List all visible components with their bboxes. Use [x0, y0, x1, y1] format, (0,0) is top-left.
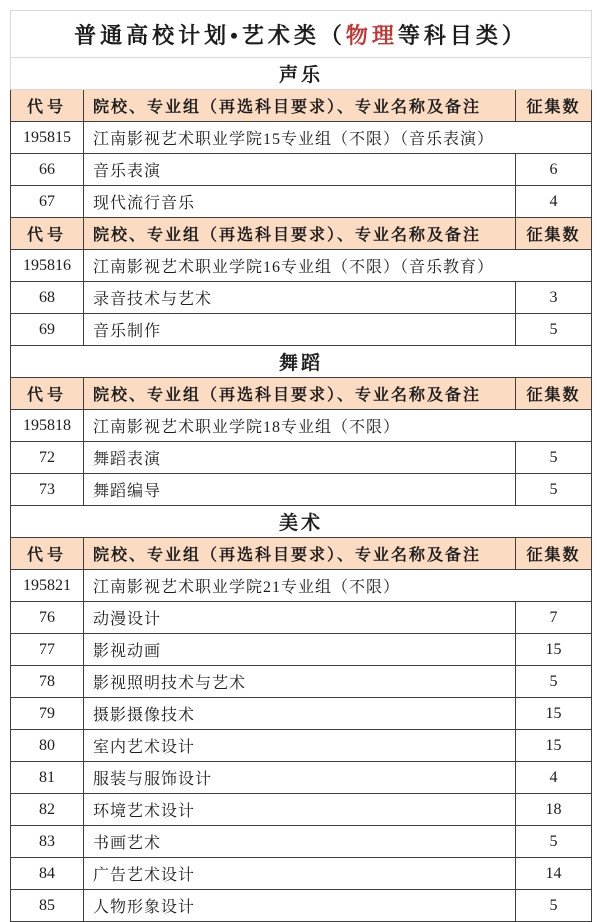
- column-header-code: 代号: [11, 538, 84, 570]
- group-code: 195816: [11, 250, 84, 282]
- major-code: 72: [11, 442, 84, 474]
- group-school-name: 江南影视艺术职业学院21专业组（不限）: [84, 570, 592, 602]
- column-header-count: 征集数: [516, 218, 592, 250]
- major-row: [11, 602, 592, 634]
- major-name: 舞蹈表演: [84, 442, 516, 474]
- group-code: 195821: [11, 570, 84, 602]
- major-code: 76: [11, 602, 84, 634]
- major-code: 73: [11, 474, 84, 506]
- column-header-code: 代号: [11, 90, 84, 122]
- column-header-school-major: 院校、专业组（再选科目要求）、专业名称及备注: [84, 378, 516, 410]
- column-header-code: 代号: [11, 218, 84, 250]
- column-header-code: 代号: [11, 378, 84, 410]
- column-header-count: 征集数: [516, 378, 592, 410]
- major-name: 广告艺术设计: [84, 858, 516, 890]
- major-code: 83: [11, 826, 84, 858]
- major-row: [11, 474, 592, 506]
- major-code: 82: [11, 794, 84, 826]
- major-row: [11, 826, 592, 858]
- major-code: 77: [11, 634, 84, 666]
- major-name: 现代流行音乐: [84, 186, 516, 218]
- major-row: [11, 698, 592, 730]
- group-school-name: 江南影视艺术职业学院15专业组（不限）（音乐表演）: [84, 122, 592, 154]
- major-name: 环境艺术设计: [84, 794, 516, 826]
- major-row: [11, 154, 592, 186]
- group-code: 195815: [11, 122, 84, 154]
- title-prefix: 普通高校计划•艺术类（: [74, 22, 346, 48]
- major-code: 69: [11, 314, 84, 346]
- major-count: 4: [516, 186, 592, 218]
- major-count: 5: [516, 890, 592, 922]
- column-header-school-major: 院校、专业组（再选科目要求）、专业名称及备注: [84, 218, 516, 250]
- title-subject-highlight: 物理: [345, 22, 398, 48]
- major-code: 68: [11, 282, 84, 314]
- major-count: 18: [516, 794, 592, 826]
- major-count: 5: [516, 474, 592, 506]
- admission-plan-table: [10, 10, 592, 922]
- section-row: [11, 58, 592, 90]
- major-name: 书画艺术: [84, 826, 516, 858]
- major-row: [11, 858, 592, 890]
- major-row: [11, 634, 592, 666]
- major-count: 4: [516, 762, 592, 794]
- major-code: 80: [11, 730, 84, 762]
- column-header-school-major: 院校、专业组（再选科目要求）、专业名称及备注: [84, 90, 516, 122]
- major-row: [11, 442, 592, 474]
- major-count: 15: [516, 698, 592, 730]
- major-name: 录音技术与艺术: [84, 282, 516, 314]
- major-code: 67: [11, 186, 84, 218]
- major-name: 舞蹈编导: [84, 474, 516, 506]
- section-title: 声乐: [11, 58, 592, 90]
- major-code: 84: [11, 858, 84, 890]
- section-row: [11, 346, 592, 378]
- major-name: 影视照明技术与艺术: [84, 666, 516, 698]
- major-row: [11, 730, 592, 762]
- major-row: [11, 314, 592, 346]
- column-header-count: 征集数: [516, 538, 592, 570]
- group-school-name: 江南影视艺术职业学院18专业组（不限）: [84, 410, 592, 442]
- school-group-row: [11, 410, 592, 442]
- major-name: 音乐制作: [84, 314, 516, 346]
- major-code: 66: [11, 154, 84, 186]
- column-header-row: [11, 90, 592, 122]
- major-row: [11, 186, 592, 218]
- column-header-row: [11, 218, 592, 250]
- major-name: 音乐表演: [84, 154, 516, 186]
- title-suffix: 等科目类）: [397, 22, 528, 48]
- major-name: 人物形象设计: [84, 890, 516, 922]
- group-code: 195818: [11, 410, 84, 442]
- major-code: 79: [11, 698, 84, 730]
- column-header-row: [11, 538, 592, 570]
- section-row: [11, 506, 592, 538]
- major-count: 5: [516, 314, 592, 346]
- major-count: 3: [516, 282, 592, 314]
- major-row: [11, 762, 592, 794]
- group-school-name: 江南影视艺术职业学院16专业组（不限）（音乐教育）: [84, 250, 592, 282]
- major-count: 6: [516, 154, 592, 186]
- section-title: 舞蹈: [11, 346, 592, 378]
- major-count: 15: [516, 634, 592, 666]
- major-name: 服装与服饰设计: [84, 762, 516, 794]
- major-name: 室内艺术设计: [84, 730, 516, 762]
- major-code: 85: [11, 890, 84, 922]
- major-code: 78: [11, 666, 84, 698]
- school-group-row: [11, 122, 592, 154]
- major-row: [11, 666, 592, 698]
- major-name: 影视动画: [84, 634, 516, 666]
- column-header-row: [11, 378, 592, 410]
- major-name: 动漫设计: [84, 602, 516, 634]
- column-header-school-major: 院校、专业组（再选科目要求）、专业名称及备注: [84, 538, 516, 570]
- major-count: 5: [516, 666, 592, 698]
- major-row: [11, 890, 592, 922]
- major-count: 15: [516, 730, 592, 762]
- major-count: 7: [516, 602, 592, 634]
- major-row: [11, 282, 592, 314]
- page-title: [11, 11, 592, 58]
- major-count: 14: [516, 858, 592, 890]
- major-code: 81: [11, 762, 84, 794]
- major-count: 5: [516, 826, 592, 858]
- school-group-row: [11, 570, 592, 602]
- major-name: 摄影摄像技术: [84, 698, 516, 730]
- column-header-count: 征集数: [516, 90, 592, 122]
- school-group-row: [11, 250, 592, 282]
- major-row: [11, 794, 592, 826]
- title-row: [11, 11, 592, 58]
- major-count: 5: [516, 442, 592, 474]
- section-title: 美术: [11, 506, 592, 538]
